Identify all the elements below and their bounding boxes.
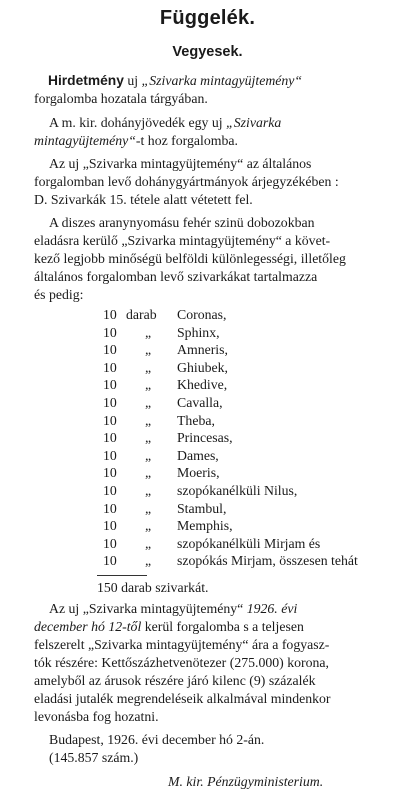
para4-line-4: tók részére: Kettőszázhetvenötezer (275.000) korona, [34, 655, 329, 670]
para4-rest: kerül forgalomba s a teljesen [144, 619, 304, 634]
para4-text: Az uj „Szivarka mintagyüjtemény“ [49, 601, 244, 616]
item-name: Khedive, [177, 377, 228, 393]
ditto-mark: „ [145, 377, 152, 393]
para4-date: december hó 12-től [34, 619, 142, 634]
item-quantity: 10 [103, 535, 117, 551]
para4-line-3: felszerelt „Szivarka mintagyüjtemény“ ára a fogyasz- [34, 637, 330, 652]
item-quantity: 10 [103, 430, 117, 446]
para4-line-1 [49, 600, 297, 618]
item-quantity: 10 [103, 412, 117, 428]
para1-text: A m. kir. dohányjövedék egy uj [49, 115, 223, 130]
number-line: (145.857 szám.) [49, 750, 139, 765]
ditto-mark: „ [145, 430, 152, 446]
item-quantity: 10 [103, 465, 117, 481]
para4-line-7: levonásba fog hozatni. [34, 709, 159, 724]
ditto-mark: „ [145, 465, 152, 481]
para4-line-5: amelyből az árusok részére járó kilenc (9) százalék [34, 673, 316, 688]
item-name: Stambul, [177, 500, 227, 516]
item-quantity: 10 [103, 447, 117, 463]
signature: M. kir. Pénzügyministerium. [168, 774, 324, 789]
ditto-mark: „ [145, 324, 152, 340]
para3-line-5: és pedig: [34, 287, 84, 302]
notice-product-name: „Szivarka mintagyüjtemény“ [141, 73, 303, 88]
notice-bold-word: Hirdetmény [48, 73, 124, 88]
item-name: Moeris, [177, 465, 220, 481]
para3-line-2: eladásra kerülő „Szivarka mintagyüjtemény“ a követ- [34, 233, 331, 248]
item-quantity: 10 [103, 342, 117, 358]
sum-rule [97, 575, 147, 576]
para3-line-1: A diszes aranynyomásu fehér szinü dobozokban [49, 215, 315, 230]
item-quantity: 10 [103, 377, 117, 393]
ditto-mark: „ [145, 518, 152, 534]
ditto-mark: „ [145, 553, 152, 569]
para2-line-1: Az uj „Szivarka mintagyüjtemény“ az általános [49, 156, 312, 171]
para1-italic-2: mintagyüjtemény“ [34, 133, 136, 148]
item-quantity: 10 [103, 500, 117, 516]
ditto-mark: „ [145, 359, 152, 375]
item-name: szopókanélküli Nilus, [177, 483, 298, 498]
item-name: szopókás Mirjam, összesen tehát [177, 553, 358, 569]
ditto-mark: „ [145, 342, 152, 358]
para3-line-3: kező legjobb minőségü belföldi különlegességi, illetőleg [34, 251, 346, 266]
item-name: Coronas, [177, 307, 227, 322]
item-name: Amneris, [177, 342, 228, 358]
section-subtitle: Vegyesek. [172, 44, 243, 60]
total-line: 150 darab szivarkát. [97, 580, 209, 595]
ditto-mark: „ [145, 412, 152, 428]
ditto-mark: „ [145, 500, 152, 516]
para2-line-3: D. Szivarkák 15. tétele alatt vétetett fel. [34, 192, 253, 207]
item-quantity: 10 [103, 307, 117, 322]
date-line: Budapest, 1926. évi december hó 2-án. [49, 732, 265, 747]
item-quantity: 10 [103, 395, 117, 410]
item-name: szopókanélküli Mirjam és [177, 535, 321, 551]
notice-line-1 [48, 72, 302, 90]
page-title: Függelék. [159, 7, 256, 29]
para2-line-2: forgalomban levő dohánygyártmányok árjegyzékében : [34, 174, 339, 189]
notice-line-2: forgalomba hozatala tárgyában. [34, 91, 208, 106]
item-unit: darab [126, 307, 157, 322]
para1-italic: „Szivarka [226, 115, 282, 130]
item-name: Ghiubek, [177, 359, 228, 375]
item-quantity: 10 [103, 553, 117, 569]
para3-line-4: általános forgalomban levő szivarkákat tartalmazza [34, 269, 318, 284]
item-name: Sphinx, [177, 324, 220, 340]
notice-uj: uj [127, 73, 139, 88]
para4-year: 1926. évi [246, 601, 298, 616]
para1-line-1 [49, 114, 281, 132]
item-name: Theba, [177, 412, 215, 428]
para4-line-6: eladási jutalék megrendeléseik alkalmával mindenkor [34, 691, 331, 706]
item-name: Dames, [177, 447, 219, 463]
ditto-mark: „ [145, 447, 152, 463]
item-name: Memphis, [177, 518, 233, 534]
ditto-mark: „ [145, 395, 152, 410]
para1-rest: -t hoz forgalomba. [135, 133, 238, 148]
item-name: Cavalla, [177, 395, 223, 410]
item-quantity: 10 [103, 483, 117, 498]
para1-line-2 [34, 132, 238, 150]
item-quantity: 10 [103, 518, 117, 534]
item-quantity: 10 [103, 324, 117, 340]
para4-line-2 [34, 618, 304, 636]
ditto-mark: „ [145, 535, 152, 551]
item-name: Princesas, [177, 430, 233, 446]
item-quantity: 10 [103, 359, 117, 375]
ditto-mark: „ [145, 483, 152, 498]
